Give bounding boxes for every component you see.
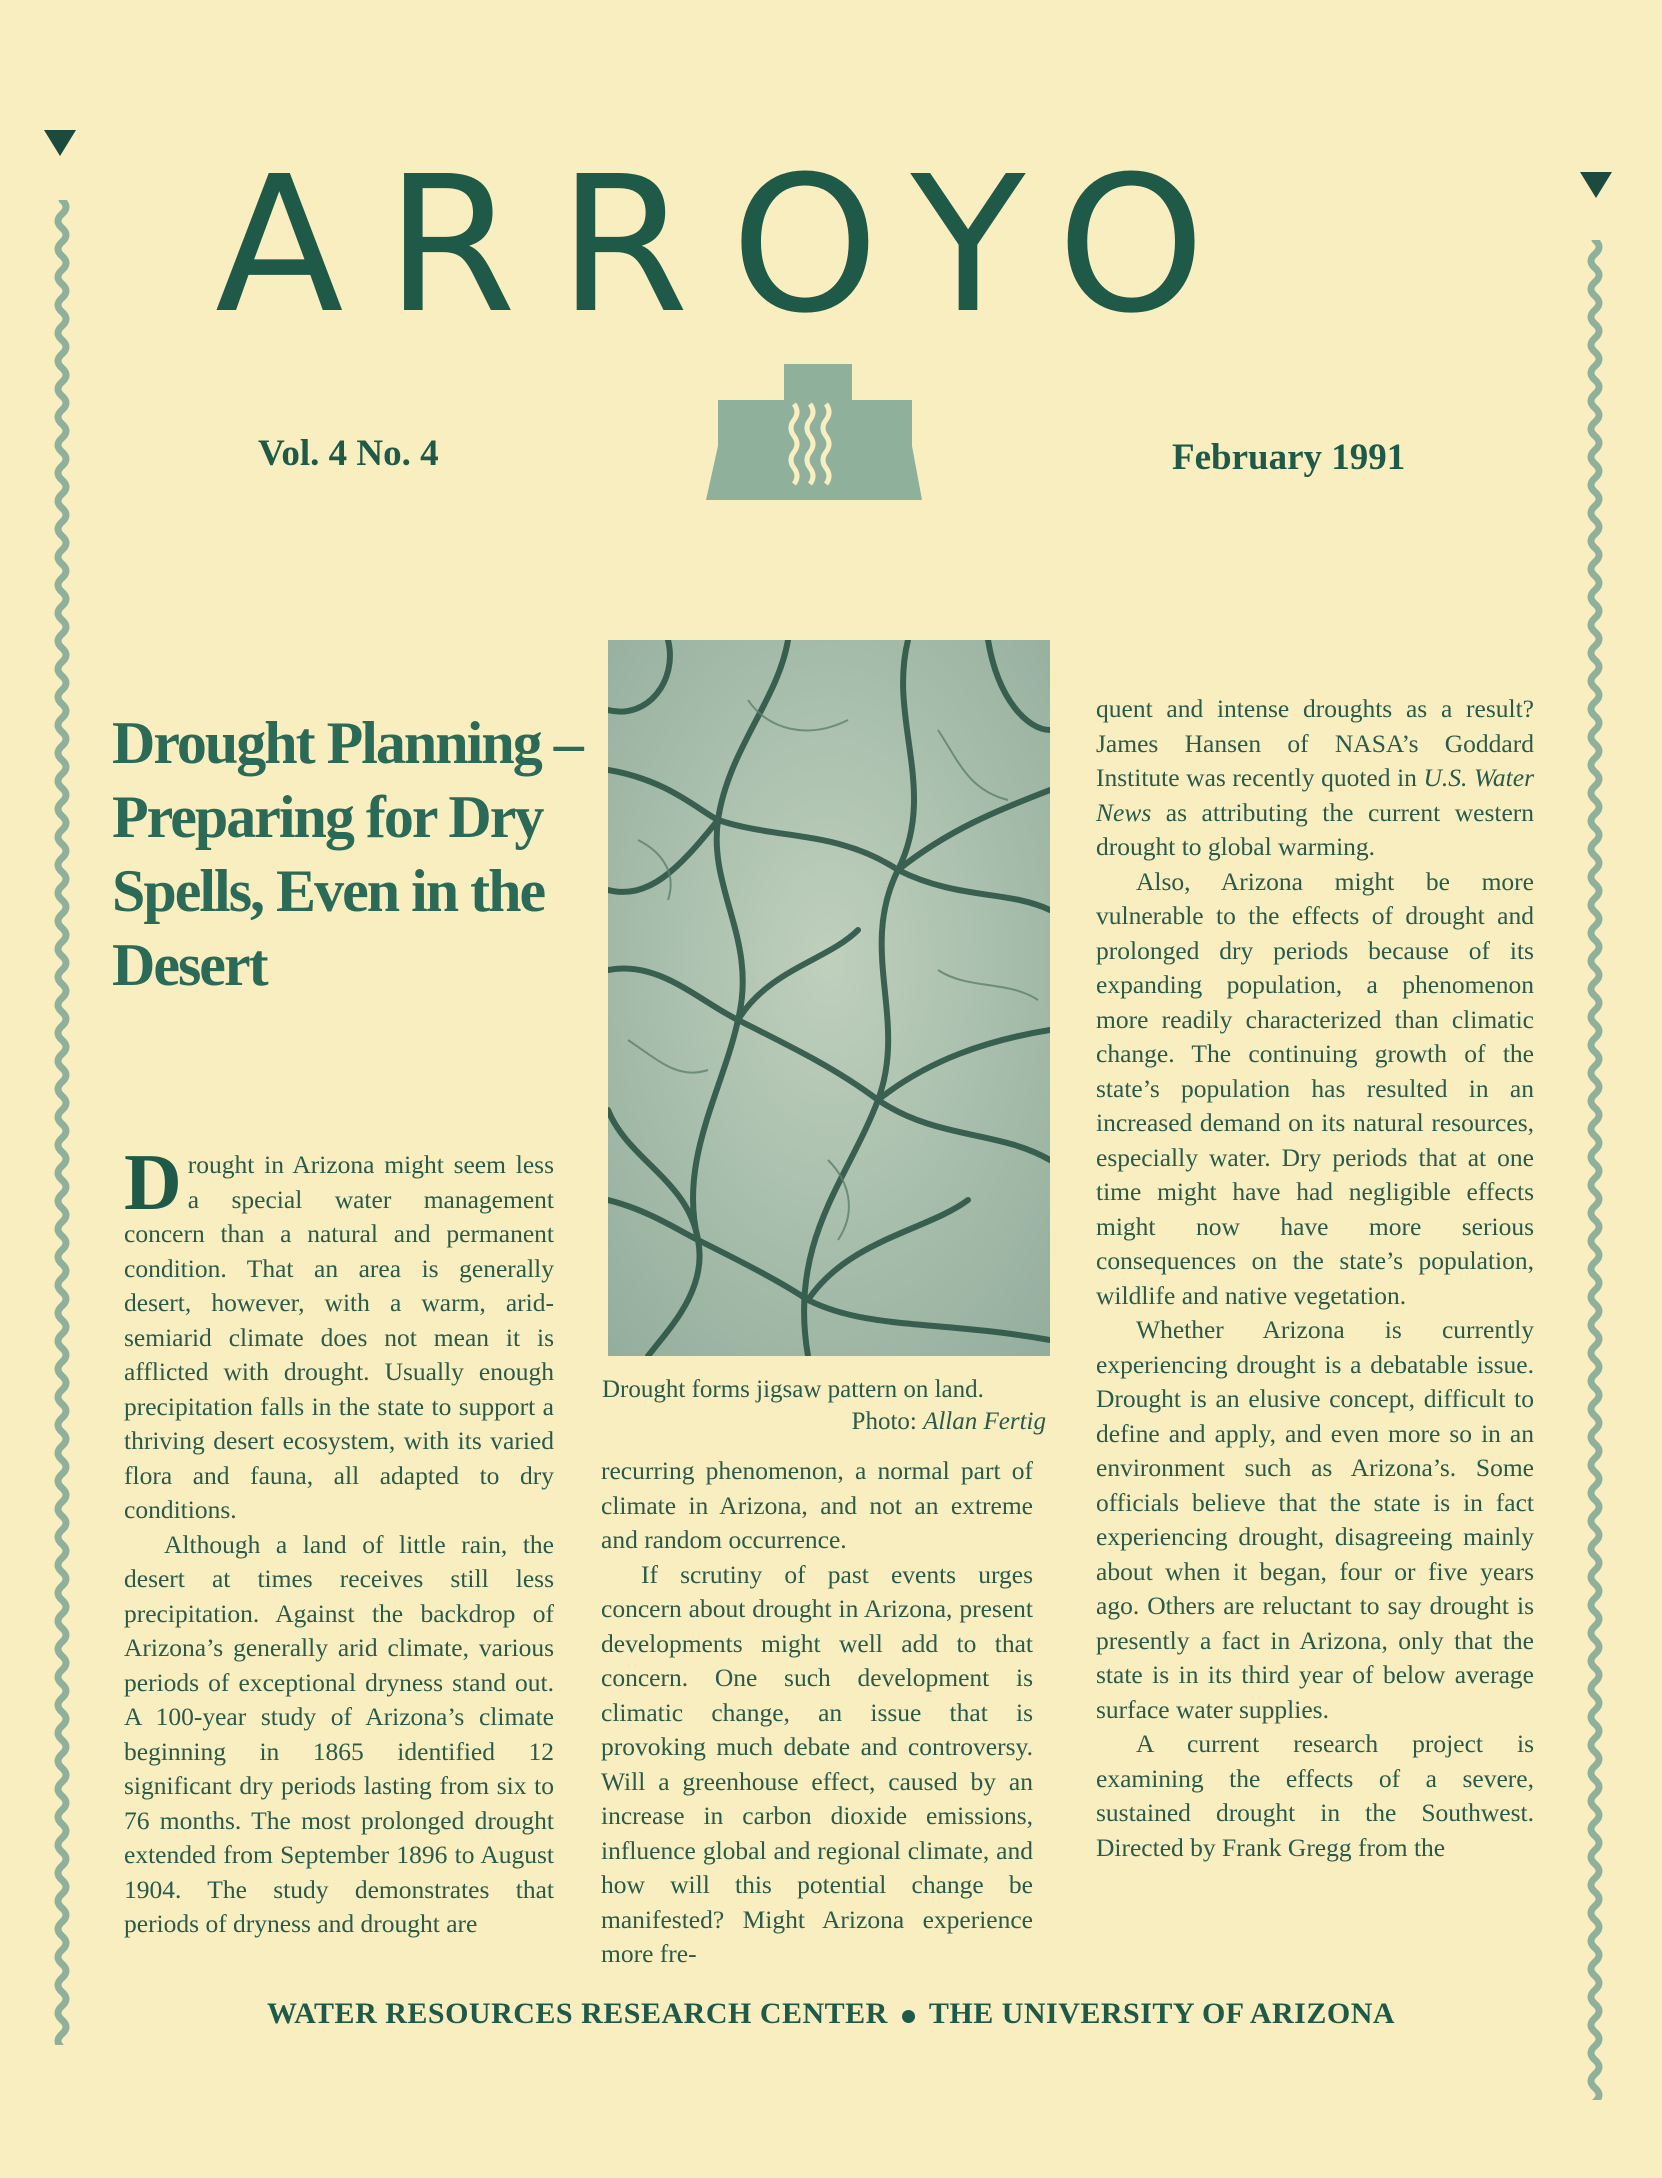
article-column-3 (1096, 692, 1534, 1865)
issue-volume: Vol. 4 No. 4 (258, 433, 439, 474)
photo-caption-block (602, 1374, 1046, 1438)
triangle-marker-left-icon (44, 130, 76, 156)
article-column-1 (124, 1139, 554, 1942)
wavy-border-left (52, 200, 72, 2045)
paragraph: Although a land of little rain, the desert at times receives still less precipitation. Against the backdrop of Arizona’s generally arid climate, various periods of exceptional dryness stand out. A 100-year study of Arizona’s climate beginning in 1865 identified 12 significant dry periods lasting from six to 76 months. The most prolonged drought extended from September 1896 to August 1904. The study demonstrates that periods of dryness and drought are (124, 1529, 554, 1938)
issue-date: February 1991 (1172, 437, 1406, 478)
photo-credit: Photo: Allan Fertig (851, 1408, 1046, 1435)
article-headline: Drought Planning – Preparing for Dry Spells, Even in the Desert (112, 710, 582, 998)
footer-right-text: THE UNIVERSITY OF ARIZONA (928, 1997, 1396, 2030)
footer-banner (0, 1997, 1662, 2031)
bullet-dot-icon (902, 2010, 915, 2023)
footer-left-text: WATER RESOURCES RESEARCH CENTER (266, 1997, 888, 2030)
paragraph: Whether Arizona is currently experiencing drought is a debatable issue. Drought is an elusive concept, difficult to define and apply, and even more so in an environment such as Arizona’s. Some officials believe that the state is in fact experiencing drought, disagreeing mainly about when it began, four or five years ago. Others are reluctant to say drought is presently a fact in Arizona, only that the state is in its third year of below average surface water supplies. (1096, 1315, 1534, 1724)
wavy-border-right (1585, 240, 1605, 2100)
paragraph: quent and intense droughts as a result? James Hansen of NASA’s Goddard Institute was recently quoted in U.S. Water News as attributing the current western drought to global warming. (1096, 694, 1535, 861)
photo-caption: Drought forms jigsaw pattern on land. (602, 1376, 984, 1403)
triangle-marker-right-icon (1580, 172, 1612, 198)
masthead-title: ARROYO (215, 136, 1248, 355)
paragraph: recurring phenomenon, a normal part of climate in Arizona, and not an extreme and random occurrence. (601, 1456, 1033, 1554)
paragraph: Drought in Arizona might seem less a special water management concern than a natural and permanent condition. That an area is generally desert, however, with a warm, arid-semiarid climate does not mean it is afflicted with drought. Usually enough precipitation falls in the state to support a thriving desert ecosystem, with its varied flora and fauna, all adapted to dry conditions. (124, 1139, 554, 1524)
article-column-2 (601, 1454, 1033, 1972)
paragraph: A current research project is examining the effects of a severe, sustained drought in the Southwest. Directed by Frank Gregg from the (1096, 1729, 1534, 1862)
cracked-earth-photo (608, 640, 1050, 1356)
paragraph: If scrutiny of past events urges concern about drought in Arizona, present developments might well add to that concern. One such development is climatic change, an issue that is provoking much debate and controversy. Will a greenhouse effect, caused by an increase in carbon dioxide emissions, influence global and regional climate, and how will this potential change be manifested? Might Arizona experience more fre- (601, 1559, 1033, 1968)
drop-cap: D (124, 1139, 182, 1227)
publication-title: U.S. Water News (1096, 763, 1534, 827)
paragraph: Also, Arizona might be more vulnerable to the effects of drought and prolonged dry periods because of its expanding population, a phenomenon more readily characterized than climatic change. The continuing growth of the state’s population has resulted in an increased demand on its natural resources, especially water. Dry periods that at one time might have had negligible effects might now have more serious consequences on the state’s population, wildlife and native vegetation. (1096, 866, 1534, 1310)
wrrc-logo-icon (706, 364, 922, 500)
